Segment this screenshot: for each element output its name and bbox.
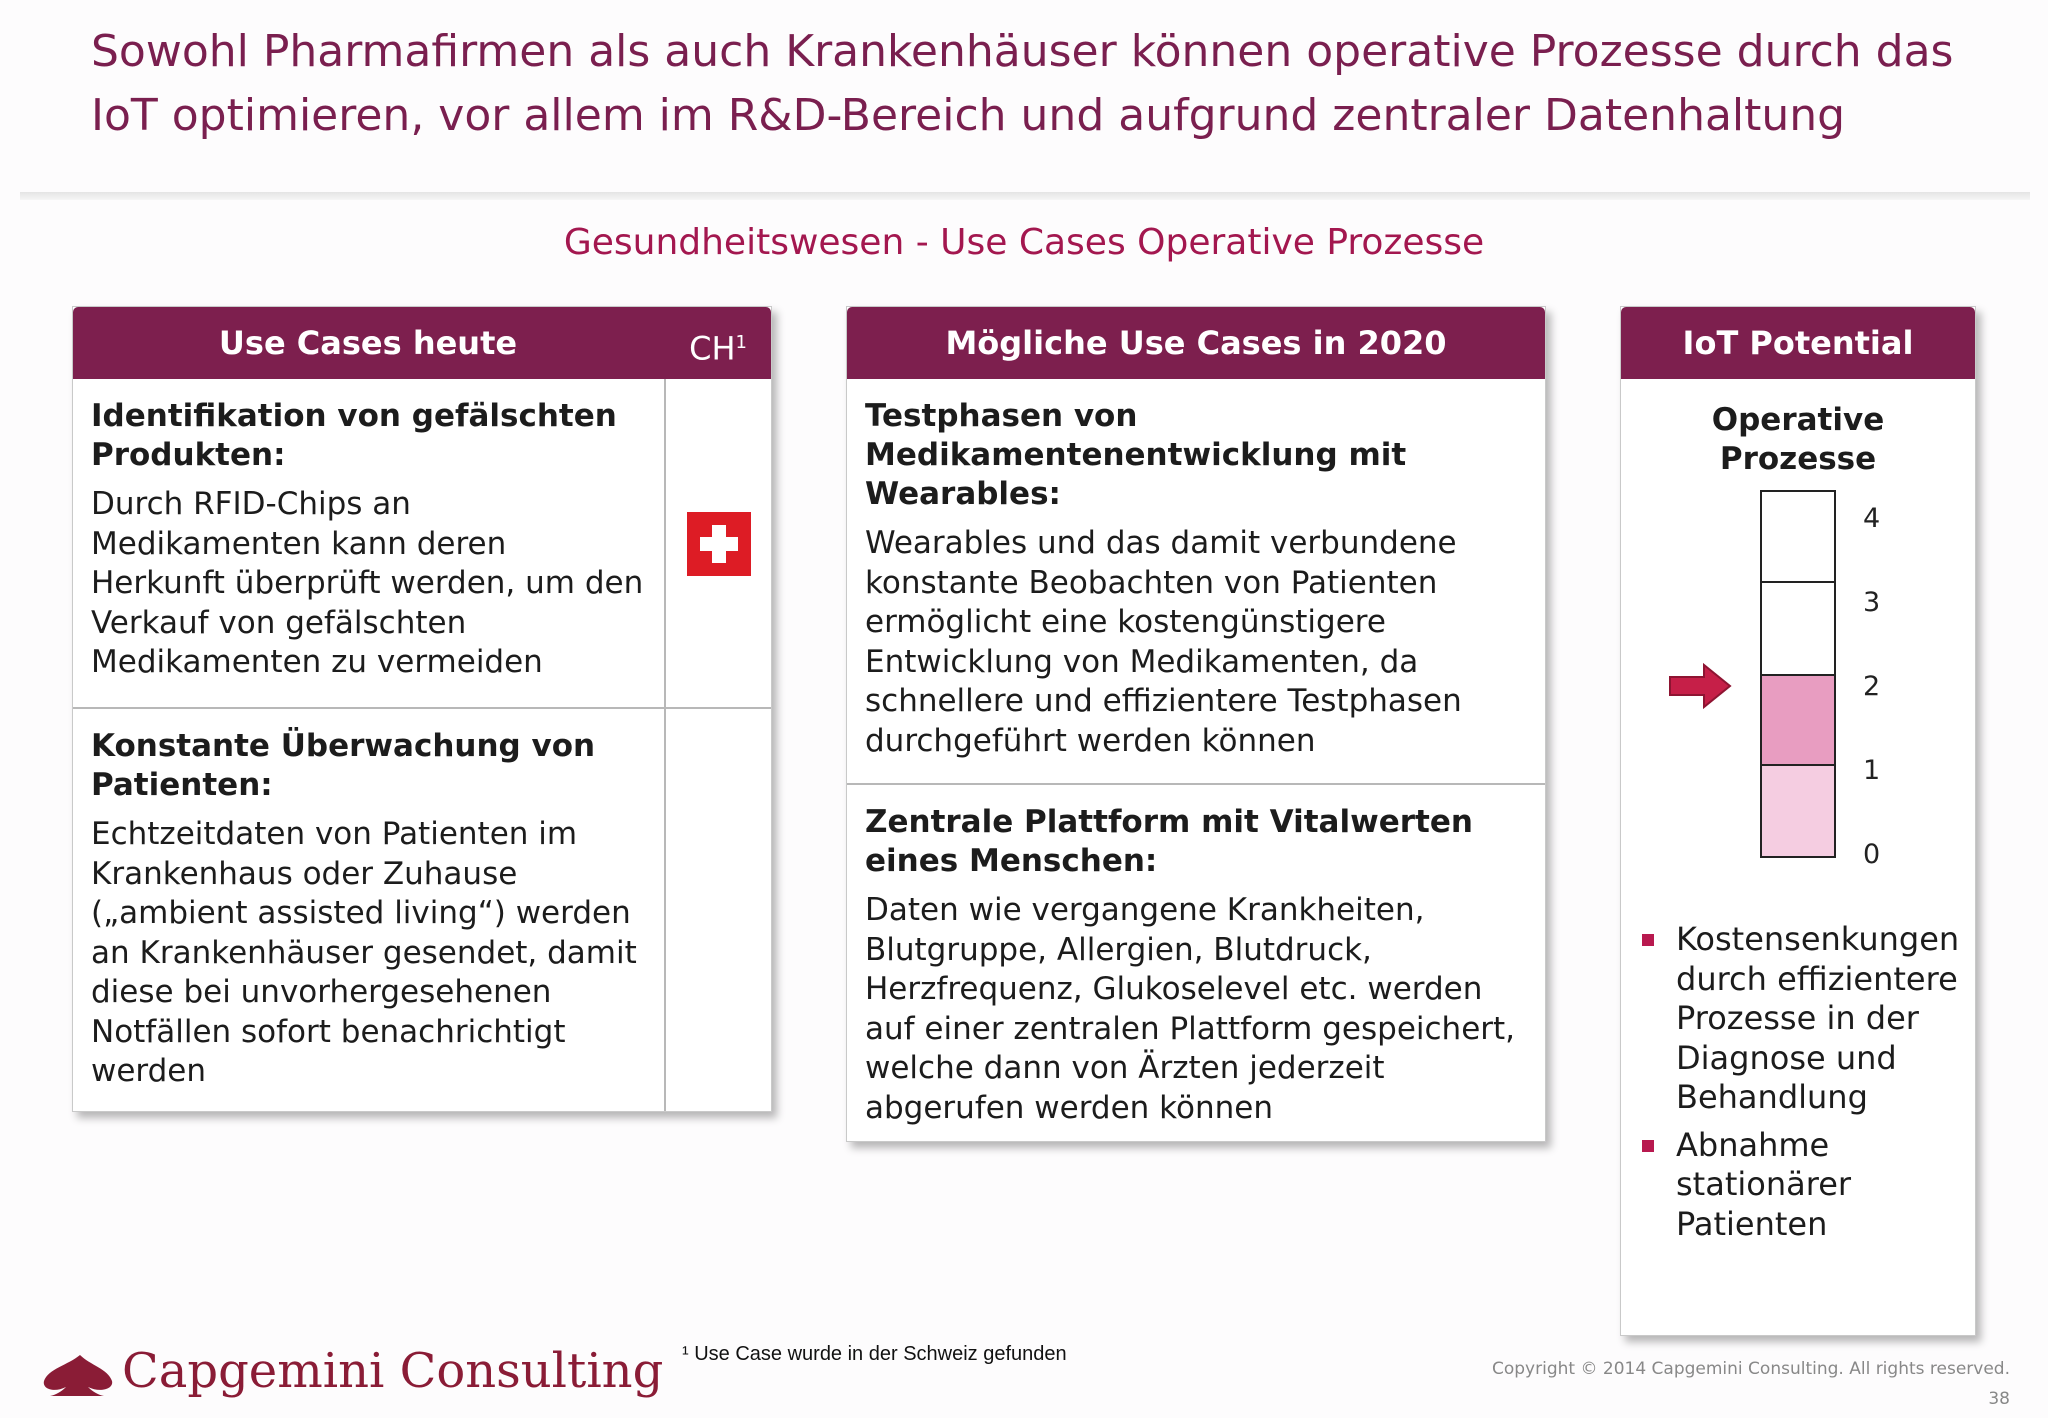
scale-segment-3 xyxy=(1760,581,1836,676)
scale-segment-1 xyxy=(1760,764,1836,858)
panel-header-label: Use Cases heute xyxy=(218,324,518,362)
scale-segment-4 xyxy=(1760,490,1836,583)
spade-logo-icon xyxy=(40,1351,118,1397)
scale-label-1: 1 xyxy=(1863,755,1881,786)
bullet-text: Kostensenkungen durch effizientere Prozesse in der Diagnose und Behandlung xyxy=(1676,920,1960,1116)
bullet-text: Abnahme stationärer Patienten xyxy=(1676,1125,1852,1243)
scale-label-3: 3 xyxy=(1863,587,1881,618)
bullet-square-icon xyxy=(1642,1140,1654,1152)
use-case-title: Testphasen von Medikamentenentwicklung mit Wearables: xyxy=(865,398,1407,512)
scale-segment-2 xyxy=(1760,674,1836,766)
bullet-item xyxy=(1640,1126,1980,1245)
use-case-description: Daten wie vergangene Krankheiten, Blutgruppe, Allergien, Blutdruck, Herzfrequenz, Glukoselevel etc. werden auf einer zentralen Plattform gespeichert, welche dann von Ärzten jederzeit abgerufen werden können xyxy=(865,892,1516,1126)
use-case-description: Wearables und das damit verbundene konstante Beobachten von Patienten ermöglicht eine kostengünstigere Entwicklung von Medikamenten, da schnellere und effizientere Testphasen durchgeführt werden können xyxy=(865,525,1462,759)
slide-title: Sowohl Pharmafirmen als auch Krankenhäuser können operative Prozesse durch das IoT optimieren, vor allem im R&D-Bereich und aufgrund zentraler Datenhaltung xyxy=(91,26,1954,141)
bullet-item xyxy=(1640,920,1980,1118)
panel-use-cases-2020 xyxy=(846,306,1546,1142)
panel-header: IoT Potential xyxy=(1621,307,1975,379)
title-separator xyxy=(20,192,2030,200)
scale-title: Operative Prozesse xyxy=(1711,402,1885,477)
use-case-description: Echtzeitdaten von Patienten im Krankenhaus oder Zuhause („ambient assisted living“) werden an Krankenhäuser gesendet, damit diese bei unvorhergesehenen Notfällen sofort benachrichtigt werden xyxy=(91,816,637,1089)
footnote: ¹ Use Case wurde in der Schweiz gefunden xyxy=(682,1343,1067,1365)
ch-column-header xyxy=(689,307,747,385)
scale-label-0: 0 xyxy=(1863,839,1881,870)
panel-header: Mögliche Use Cases in 2020 xyxy=(847,307,1545,379)
use-case-title: Identifikation von gefälschten Produkten: xyxy=(91,398,617,473)
use-case-description: Durch RFID-Chips an Medikamenten kann deren Herkunft überprüft werden, um den Verkauf von gefälschten Medikamenten zu vermeiden xyxy=(91,486,644,680)
use-case-title: Konstante Überwachung von Patienten: xyxy=(91,728,596,803)
use-case-item xyxy=(847,379,1545,779)
slide-subtitle: Gesundheitswesen - Use Cases Operative Prozesse xyxy=(563,222,1485,263)
use-case-item xyxy=(847,785,1545,1139)
page-number: 38 xyxy=(1988,1389,2010,1409)
panel-header xyxy=(73,307,771,379)
scale-label-4: 4 xyxy=(1863,503,1881,534)
level-arrow-icon xyxy=(1668,662,1732,710)
use-case-title: Zentrale Plattform mit Vitalwerten eines Menschen: xyxy=(865,804,1473,879)
logo-text: Capgemini Consulting xyxy=(122,1343,664,1399)
copyright-notice: Copyright © 2014 Capgemini Consulting. All rights reserved. xyxy=(1492,1359,2010,1379)
use-case-item xyxy=(73,379,663,703)
ch-label: CH xyxy=(689,329,736,368)
swiss-flag-icon xyxy=(687,512,751,576)
column-divider xyxy=(664,379,666,1111)
use-case-item xyxy=(73,709,663,1109)
bullet-square-icon xyxy=(1642,934,1654,946)
ch-footnote-marker: 1 xyxy=(735,332,747,353)
scale-label-2: 2 xyxy=(1863,671,1881,702)
panel-use-cases-today xyxy=(72,306,772,1112)
potential-bullets xyxy=(1640,920,1980,1252)
